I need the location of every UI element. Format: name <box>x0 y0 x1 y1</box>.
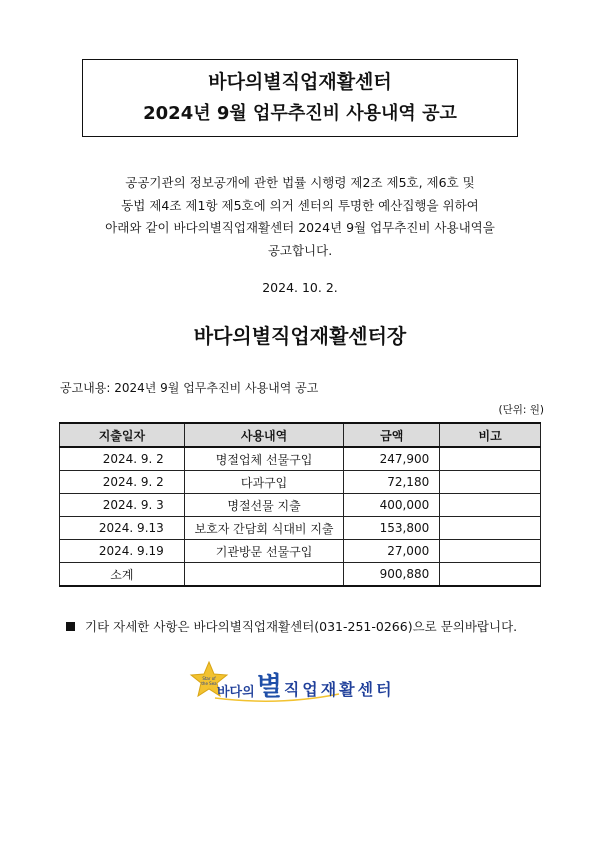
cell-amount: 247,900 <box>344 447 440 471</box>
contact-notice <box>66 617 517 635</box>
expense-table <box>59 422 541 587</box>
table-row <box>60 540 541 563</box>
cell-amount: 27,000 <box>344 540 440 563</box>
cell-date: 2024. 9. 2 <box>60 471 185 494</box>
subtotal-note-empty <box>440 563 541 587</box>
cell-note <box>440 494 541 517</box>
body-line: 아래와 같이 바다의별직업재활센터 2024년 9월 업무추진비 사용내역을 <box>105 220 495 235</box>
table-header-row <box>60 423 541 447</box>
notice-title: 2024년 9월 업무추진비 사용내역 공고 <box>143 103 457 124</box>
cell-item: 보호자 간담회 식대비 지출 <box>184 517 344 540</box>
header-note: 비고 <box>440 423 541 447</box>
cell-amount: 153,800 <box>344 517 440 540</box>
square-bullet-icon <box>66 622 75 631</box>
cell-date: 2024. 9.19 <box>60 540 185 563</box>
body-line: 공공기관의 정보공개에 관한 법률 시행령 제2조 제5호, 제6호 및 <box>125 175 475 190</box>
cell-date: 2024. 9.13 <box>60 517 185 540</box>
header-item: 사용내역 <box>184 423 344 447</box>
subtotal-row <box>60 563 541 587</box>
cell-item: 기관방문 선물구입 <box>184 540 344 563</box>
svg-text:the Sea: the Sea <box>201 681 217 686</box>
header-date: 지출일자 <box>60 423 185 447</box>
cell-note <box>440 517 541 540</box>
logo-text-rest: 직업재활센터 <box>283 680 395 699</box>
cell-date: 2024. 9. 3 <box>60 494 185 517</box>
body-line: 동법 제4조 제1항 제5호에 의거 센터의 투명한 예산집행을 위하여 <box>121 197 479 213</box>
cell-item: 다과구입 <box>184 471 344 494</box>
header-amount: 금액 <box>344 423 440 447</box>
subtotal-label: 소계 <box>60 563 185 587</box>
logo-text-small: 바다의 <box>217 685 255 700</box>
logo-text-big: 별 <box>256 672 282 702</box>
table-row <box>60 471 541 494</box>
cell-note <box>440 471 541 494</box>
notice-text: 기타 자세한 사항은 바다의별직업재활센터(031-251-0266)으로 문의바랍니다. <box>85 619 518 634</box>
cell-item: 명절선물 지출 <box>184 494 344 517</box>
subtotal-item-empty <box>184 563 344 587</box>
title-box <box>82 59 518 137</box>
table-row <box>60 447 541 471</box>
body-line: 공고합니다. <box>267 242 333 258</box>
cell-note <box>440 540 541 563</box>
unit-label: (단위: 원) <box>498 404 544 416</box>
svg-text:Star of: Star of <box>202 676 216 681</box>
announcement-date: 2024. 10. 2. <box>262 280 338 295</box>
table-row <box>60 517 541 540</box>
subject-line: 공고내용: 2024년 9월 업무추진비 사용내역 공고 <box>60 381 319 395</box>
cell-amount: 400,000 <box>344 494 440 517</box>
table-row <box>60 494 541 517</box>
cell-amount: 72,180 <box>344 471 440 494</box>
issuer-title: 바다의별직업재활센터장 <box>193 324 407 348</box>
logo-wordmark <box>217 674 395 700</box>
cell-item: 명절업체 선물구입 <box>184 447 344 471</box>
subtotal-amount: 900,880 <box>344 563 440 587</box>
body-paragraph <box>60 172 540 262</box>
cell-note <box>440 447 541 471</box>
cell-date: 2024. 9. 2 <box>60 447 185 471</box>
org-title: 바다의별직업재활센터 <box>208 71 392 93</box>
